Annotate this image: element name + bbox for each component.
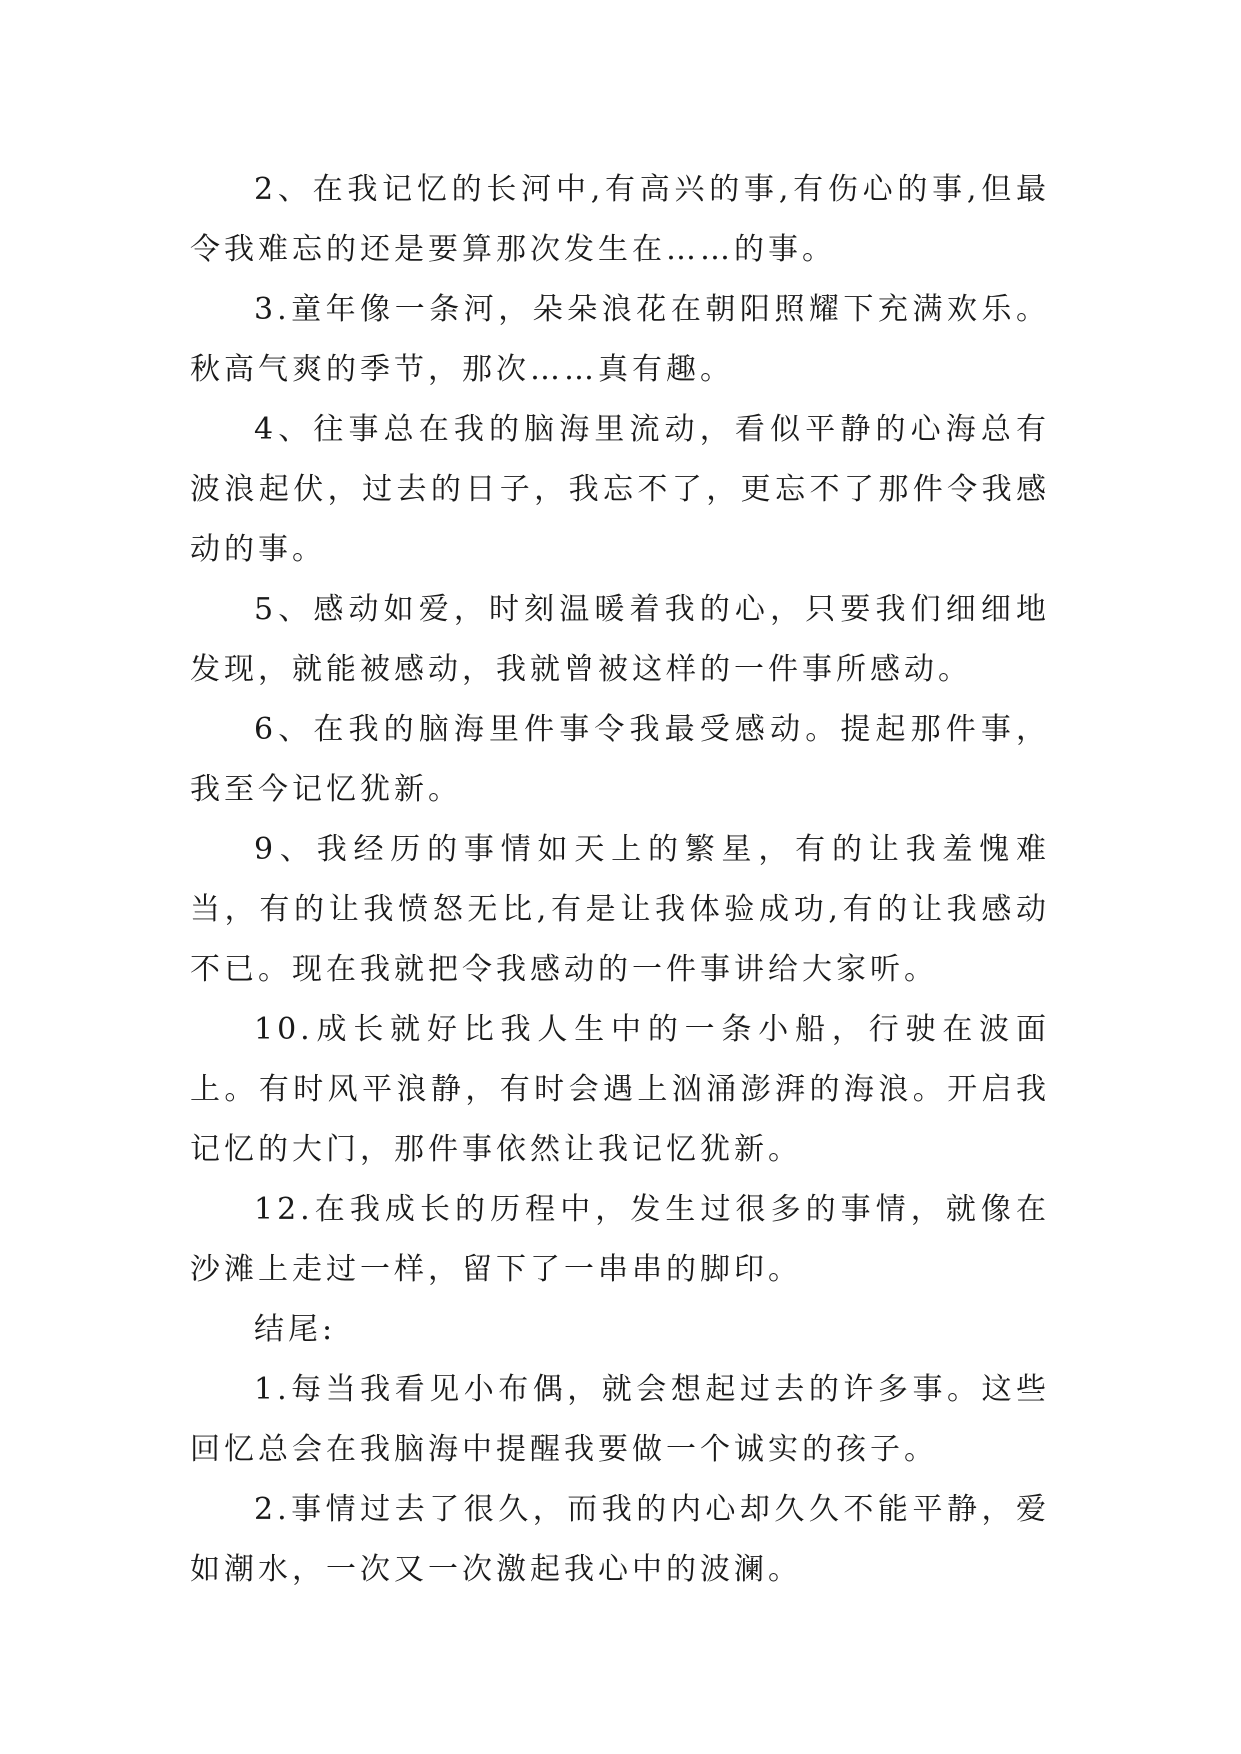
paragraph-opening-4: 4、往事总在我的脑海里流动，看似平静的心海总有波浪起伏，过去的日子，我忘不了，更忘不了那件令我感动的事。 (190, 412, 1050, 567)
paragraph-ending-1: 1.每当我看见小布偶，就会想起过去的许多事。这些回忆总会在我脑海中提醒我要做一个诚实的孩子。 (190, 1372, 1050, 1467)
paragraph-opening-6: 6、在我的脑海里件事令我最受感动。提起那件事，我至今记忆犹新。 (190, 712, 1050, 807)
document-body (190, 160, 1050, 1600)
paragraph-opening-10: 10.成长就好比我人生中的一条小船，行驶在波面上。有时风平浪静，有时会遇上汹涌澎湃的海浪。开启我记忆的大门，那件事依然让我记忆犹新。 (190, 1012, 1050, 1167)
paragraph-opening-12: 12.在我成长的历程中，发生过很多的事情，就像在沙滩上走过一样，留下了一串串的脚印。 (190, 1192, 1050, 1287)
paragraph-opening-3: 3.童年像一条河，朵朵浪花在朝阳照耀下充满欢乐。秋高气爽的季节，那次……真有趣。 (190, 292, 1050, 387)
paragraph-opening-9: 9、我经历的事情如天上的繁星，有的让我羞愧难当，有的让我愤怒无比,有是让我体验成功,有的让我感动不已。现在我就把令我感动的一件事讲给大家听。 (190, 832, 1050, 987)
paragraph-ending-2: 2.事情过去了很久，而我的内心却久久不能平静，爱如潮水，一次又一次激起我心中的波澜。 (190, 1492, 1050, 1587)
paragraph-opening-2: 2、在我记忆的长河中,有高兴的事,有伤心的事,但最令我难忘的还是要算那次发生在……的事。 (190, 172, 1050, 267)
paragraph-opening-5: 5、感动如爱，时刻温暖着我的心，只要我们细细地发现，就能被感动，我就曾被这样的一件事所感动。 (190, 592, 1050, 687)
section-heading-ending: 结尾: (254, 1312, 337, 1347)
